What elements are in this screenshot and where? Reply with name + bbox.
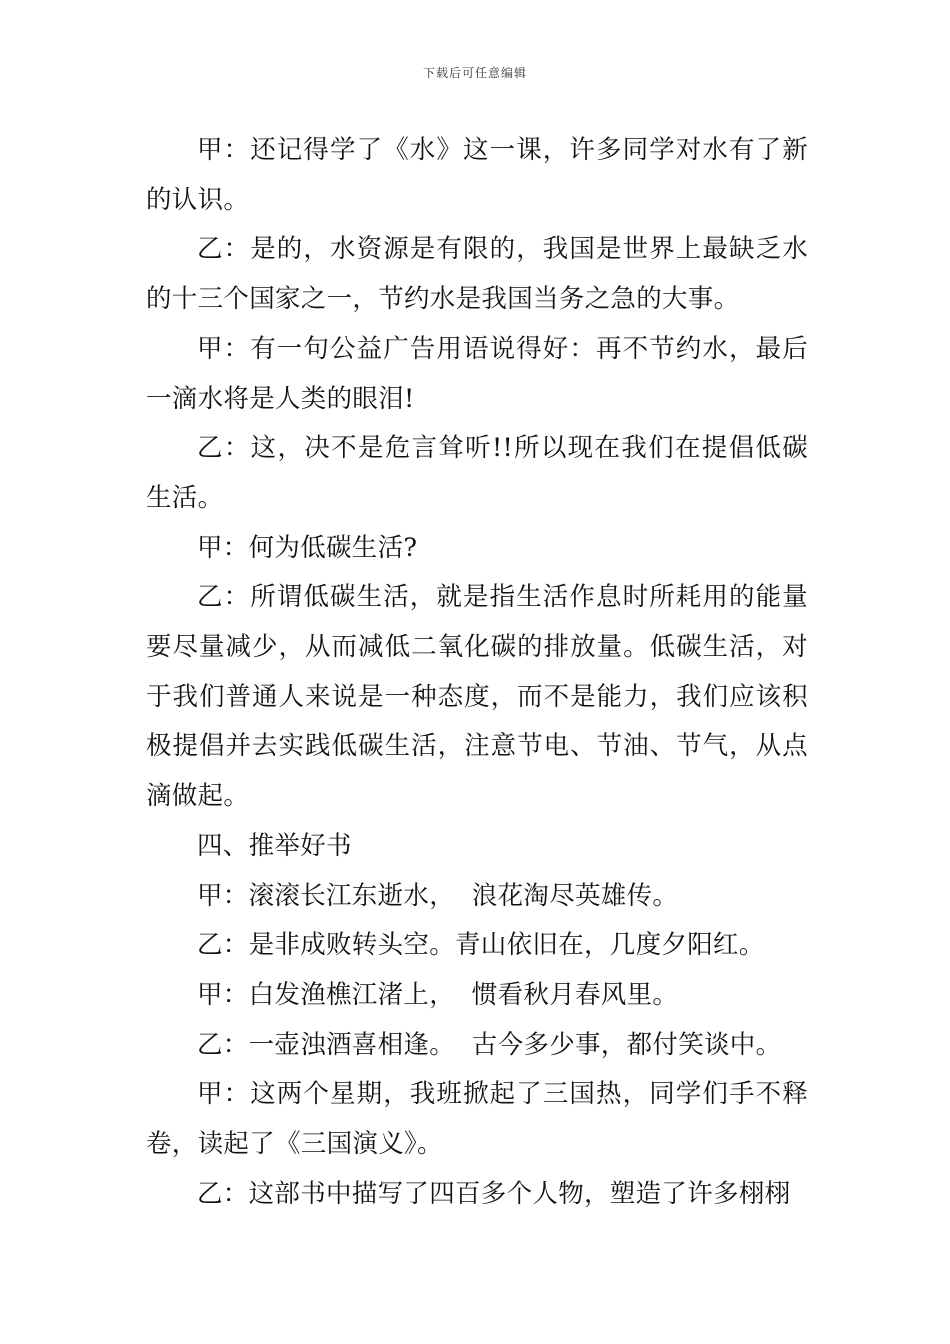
paragraph-4: 乙：这，决不是危言耸听!!所以现在我们在提倡低碳生活。 bbox=[146, 433, 808, 513]
paragraph-1: 甲：还记得学了《水》这一课，许多同学对水有了新的认识。 bbox=[146, 135, 808, 215]
paragraph-11: 甲：这两个星期，我班掀起了三国热，同学们手不释卷，读起了《三国演义》。 bbox=[146, 1079, 808, 1160]
paragraph-9: 甲：白发渔樵江渚上， 惯看秋月春风里。 bbox=[197, 979, 679, 1010]
paragraph-12: 乙：这部书中描写了四百多个人物，塑造了许多栩栩 bbox=[197, 1178, 791, 1209]
page-header: 下载后可任意编辑 bbox=[422, 66, 527, 80]
document-body bbox=[146, 126, 808, 1219]
section-heading: 四、推举好书 bbox=[197, 830, 352, 861]
paragraph-8: 乙：是非成败转头空。青山依旧在，几度夕阳红。 bbox=[197, 930, 765, 961]
paragraph-6: 乙：所谓低碳生活，就是指生活作息时所耗用的能量要尽量减少，从而减低二氧化碳的排放量。低碳生活，对于我们普通人来说是一种态度，而不是能力，我们应该积极提倡并去实践低碳生活，注意节电、节油、节气，从点滴做起。 bbox=[146, 582, 808, 812]
paragraph-3: 甲：有一句公益广告用语说得好：再不节约水，最后一滴水将是人类的眼泪! bbox=[146, 333, 808, 414]
paragraph-2: 乙：是的，水资源是有限的，我国是世界上最缺乏水的十三个国家之一，节约水是我国当务之急的大事。 bbox=[146, 234, 808, 315]
paragraph-7: 甲：滚滚长江东逝水， 浪花淘尽英雄传。 bbox=[197, 880, 679, 911]
paragraph-10: 乙：一壶浊酒喜相逢。 古今多少事，都付笑谈中。 bbox=[197, 1029, 782, 1060]
paragraph-5: 甲：何为低碳生活? bbox=[197, 532, 418, 563]
